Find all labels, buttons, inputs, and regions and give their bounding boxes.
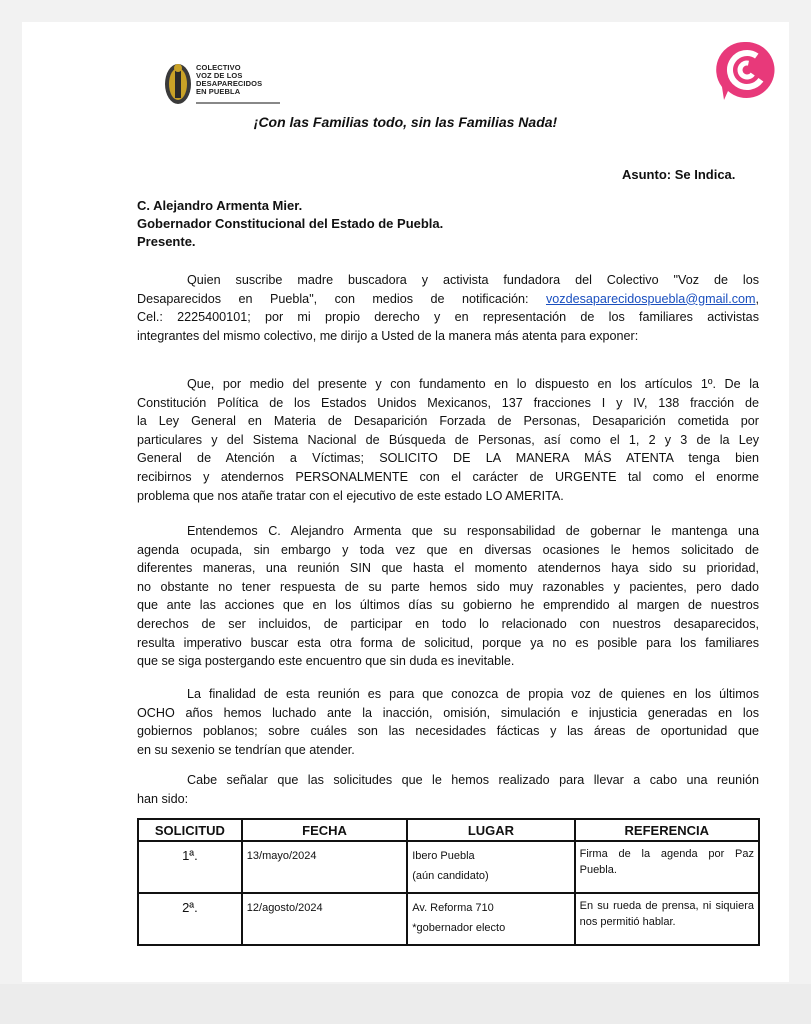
- subject-line: Asunto: Se Indica.: [622, 167, 736, 182]
- paragraph-finalidad: La finalidad de esta reunión es para que conozca de propia voz de quienes en los últimos OCHO años hemos luchado ante la inacción, omisión, simulación e injusticia generadas en los gobiernos poblanos; sobre cuáles son las necesidades fácticas y las áreas de oportunidad que en su sexenio se tendrían que atender.: [137, 687, 759, 757]
- paragraph-intro: Quien suscribe madre buscadora y activista fundadora del Colectivo "Voz de los Desaparecidos en Puebla", con medios de notificación: vozdesaparecidospuebla@gmail.com, Cel.: 2225400101; por mi propio derecho y en representación de los familiares activistas integrantes del mismo colectivo, me dirijo a Usted de la manera más atenta para exponer:: [137, 273, 759, 343]
- col-header-lugar: LUGAR: [407, 819, 574, 841]
- motto: ¡Con las Familias todo, sin las Familias Nada!: [253, 114, 558, 130]
- cell-referencia: Firma de la agenda por Paz Puebla.: [575, 841, 759, 893]
- cell-referencia: En su rueda de prensa, ni siquiera nos permitió hablar.: [575, 893, 759, 945]
- addressee-name: C. Alejandro Armenta Mier.: [137, 198, 303, 213]
- paragraph-entendemos: Entendemos C. Alejandro Armenta que su responsabilidad de gobernar le mantenga una agenda ocupada, sin embargo y toda vez que en diversas ocasiones le hemos solicitado de diferentes maneras, una reunión SIN que hasta el momento atendernos haya sido su prioridad, no obstante no tener respuesta de su parte hemos sido muy razonables y pacientes, pero dado que ante las acciones que en los últimos días su gobierno he emprendido al margen de nuestros derechos de ser incluidos, de participar en todo lo relacionado con nuestros desaparecidos, resulta imperativo buscar esta otra forma de solicitud, porque ya no es posible para los familiares que se siga postergando este encuentro que sin duda es inevitable.: [137, 524, 759, 669]
- colectivo-emblem-icon: [163, 60, 193, 106]
- requests-table: [137, 818, 760, 946]
- cell-fecha: 12/agosto/2024: [242, 893, 407, 945]
- paragraph-fundamento: Que, por medio del presente y con fundamento en lo dispuesto en los artículos 1º. De la Constitución Política de los Estados Unidos Mexicanos, 137 fracciones I y IV, 138 fracción de la Ley General en Materia de Desaparición Forzada de Personas, Desaparición cometida por particulares y del Sistema Nacional de Búsqueda de Personas, así como el 1, 2 y 3 de la Ley General de Atención a Víctimas; SOLICITO DE LA MANERA MÁS ATENTA tenga bien recibirnos y atendernos PERSONALMENTE con el carácter de URGENTE tal como el enorme problema que nos atañe tratar con el ejecutivo de este estado LO AMERITA.: [137, 377, 759, 503]
- table-row: [138, 893, 759, 945]
- addressee-presente: Presente.: [137, 234, 196, 249]
- addressee-block: [137, 197, 443, 251]
- col-header-referencia: REFERENCIA: [575, 819, 759, 841]
- col-header-solicitud: SOLICITUD: [138, 819, 242, 841]
- cell-fecha: 13/mayo/2024: [242, 841, 407, 893]
- logo-text: COLECTIVO VOZ DE LOS DESAPARECIDOS EN PUEBLA: [196, 63, 263, 96]
- cell-solicitud: 2ª.: [138, 893, 242, 945]
- cell-solicitud: 1ª.: [138, 841, 242, 893]
- page-bottom-margin: [0, 984, 811, 1024]
- cell-lugar: Ibero Puebla (aún candidato): [407, 841, 574, 893]
- table-header-row: [138, 819, 759, 841]
- col-header-fecha: FECHA: [242, 819, 407, 841]
- speech-bubble-c-icon: [714, 38, 778, 102]
- email-link[interactable]: vozdesaparecidospuebla@gmail.com: [545, 291, 756, 306]
- cell-lugar: Av. Reforma 710 *gobernador electo: [407, 893, 574, 945]
- paragraph-solicitudes: Cabe señalar que las solicitudes que le hemos realizado para llevar a cabo una reunión han sido:: [137, 773, 759, 806]
- logo-underline: [196, 102, 280, 104]
- table-row: [138, 841, 759, 893]
- addressee-title: Gobernador Constitucional del Estado de Puebla.: [137, 216, 444, 231]
- colectivo-logo: [163, 60, 283, 110]
